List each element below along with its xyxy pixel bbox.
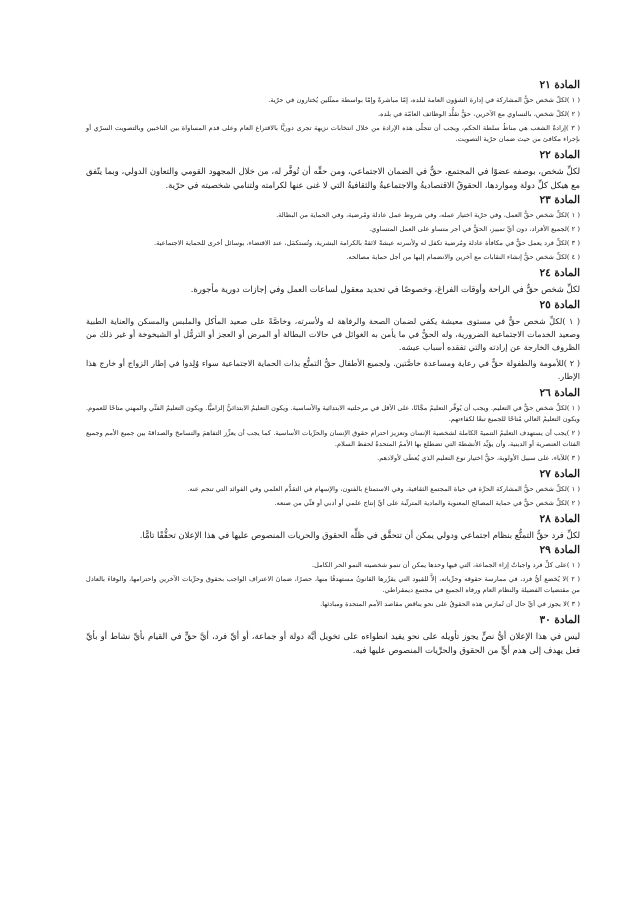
article-heading: المادة ٢٦: [539, 386, 580, 399]
article-text: لكلِّ فرد حقُّ التمتُّع بنظام اجتماعي ودولي يمكن أن تتحقَّق في ظلِّه الحقوق والحريات المنصوص عليها في هذا الإعلان تحقُّقًا تامًّا.: [139, 529, 580, 540]
article-clause: ( ١ )لكلّ شخص حقُّ المشاركة في إدارة الشؤون العامة لبلده، إمّا مباشرةً وإمّا بواسطة ممثّلين يُختارون في حرّية.: [268, 96, 580, 104]
article-clause: ( ٢ )لا يُخضع أيُّ فرد، في ممارسة حقوقه وحرِّياته، إلاَّ للقيود التي يقرِّرها القانونُ مستهدفًا منها، حصرًا، ضمانَ الاعتراف الواجب بحقوق وحرِّيات الآخرين واحترامها، والوفاءَ بالعادل من مقتضيات الفضيلة والنظام العام ورفاه الجميع في مجتمع ديمقراطي.: [86, 575, 580, 594]
article-clause: ( ١ )لكلِّ شخص حقٌّ في مستوى معيشة يكفي لضمان الصحة والرفاهة له ولأسرته، وخاصَّةً على صعيد المأكل والملبس والمسكن والعناية الطبية وصعيد الخدمات الاجتماعية الضرورية، وله الحقُّ في ما يأمن به الغوائل في حالات البطالة أو المرض أو العجز أو الترمُّل أو الشيخوخة أو غير ذلك من الظروف الخارجة عن إرادته والتي تفقده أسباب عيشه.: [86, 315, 580, 352]
article-clause: ( ٢ )للأمومة والطفولة حقٌّ في رعاية ومساعدة خاصَّتين. ولجميع الأطفال حقُّ التمتُّع بذات الحماية الاجتماعية سواء وُلِدوا في إطار الزواج أو خارج هذا الإطار.: [86, 357, 580, 381]
article-28: [86, 512, 580, 543]
article-heading: المادة ٢٤: [539, 267, 580, 279]
article-heading: المادة ٢٢: [539, 149, 580, 161]
article-heading: المادة ٢٧: [539, 467, 580, 480]
article-clause: ( ٢ )لكلّ شخص، بالتساوي مع الآخرين، حقُّ تقلُّد الوظائف العامّة في بلده.: [377, 110, 580, 118]
article-21: [86, 78, 580, 145]
article-clause: ( ٢ )يجب أن يستهدف التعليمُ التنميةَ الكاملة لشخصية الإنسان وتعزيز احترام حقوق الإنسان والحرِّيات الأساسية. كما يجب أن يعزِّز التفاهمَ والتسامحَ والصداقةَ بين جميع الأمم وجميع الفئات العنصرية أو الدينية، وأن يؤيِّد الأنشطةَ التي تضطلع بها الأممُ المتحدةُ لحفظ السلام.: [86, 428, 580, 448]
article-heading: المادة ٢٣: [539, 194, 580, 206]
article-26: [86, 386, 580, 464]
article-clause: ( ٣ )إرادةُ الشعب هي مناطُ سلطة الحكم، ويجب أن تتجلّى هذه الإرادة من خلال انتخابات نزيهة تجرى دوريًّا بالاقتراع العام وعلى قدم المساواة بين الناخبين وبالتصويت السرّي أو بإجراء مكافئ من حيث ضمان حرّية التصويت.: [86, 124, 580, 143]
article-29: [86, 543, 580, 610]
article-clause: ( ٣ )لا يجوز في أيِّ حال أن تُمارَس هذه الحقوقُ على نحو يناقض مقاصد الأمم المتحدة ومبادئها.: [320, 600, 580, 608]
article-text: لكلِّ شخص حقٌّ في الراحة وأوقات الفراغ، وخصوصًا في تحديد معقول لساعات العمل وفي إجازات دورية مأجورة.: [190, 284, 580, 294]
article-heading: المادة ٢٨: [539, 512, 580, 525]
article-clause: ( ١ )لكلِّ شخص حقُّ العمل، وفي حرّية اختيار عمله، وفي شروط عمل عادلة ومُرضية، وفي الحماية من البطالة.: [276, 211, 580, 219]
article-clause: ( ٣ )للآباء، على سبيل الأولوية، حقُّ اختيار نوع التعليم الذي يُعطَى لأولادهم.: [377, 453, 580, 462]
article-text: ليس في هذا الإعلان أيُّ نصٍّ يجوز تأويله على نحو يفيد انطواءه على تخويل أيَّة دولة أو جماعة، أو أيِّ فرد، أيَّ حقٍّ في القيام بأيِّ نشاط أو بأيِّ فعل يهدف إلى هدم أيٍّ من الحقوق والحرِّيات المنصوص عليها فيه.: [86, 631, 580, 655]
article-30: [86, 613, 580, 657]
article-heading: المادة ٢٩: [539, 544, 580, 556]
article-clause: ( ١ )لكلِّ شخص حقُّ المشاركة الحرَّة في حياة المجتمع الثقافية، وفي الاستمتاع بالفنون، والإسهام في التقدُّم العلمي وفي الفوائد التي تنجم عنه.: [187, 484, 580, 493]
article-27: [86, 467, 580, 509]
article-text: لكلِّ شخص، بوصفه عضوًا في المجتمع، حقٌّ في الضمان الاجتماعي، ومن حقِّه أن تُوفَّر له، من خلال المجهود القومي والتعاون الدولي، وبما يتّفق مع هيكل كلِّ دولة ومواردها، الحقوقُ الاقتصاديةُ والاجتماعيةُ والثقافيةُ التي لا غنى عنها لكرامته ولتنامي شخصيته في حرّية.: [86, 166, 580, 190]
article-25: [86, 298, 580, 383]
article-heading: المادة ٢٥: [539, 298, 580, 311]
article-clause: ( ١ )على كلِّ فرد واجباتٌ إزاء الجماعة، التي فيها وحدها يمكن أن تنمو شخصيته النمو الحر الكامل.: [312, 561, 580, 569]
article-clause: ( ٢ )لجميع الأفراد، دون أيِّ تمييز، الحقُّ في أجر متساو على العمل المتساوي.: [369, 225, 580, 233]
article-clause: ( ٤ )لكلِّ شخص حقُّ إنشاء النقابات مع آخرين والانضمام إليها من أجل حماية مصالحه.: [346, 253, 580, 261]
article-clause: ( ٢ )لكلِّ شخص حقٌّ في حماية المصالح المعنوية والمادية المترتِّبة على أيِّ إنتاج علمي أو أدبي أو فنِّي من صنعه.: [274, 498, 580, 507]
article-clause: ( ٣ )لكلِّ فرد يعمل حقٌّ في مكافأة عادلة ومُرضية تكفل له ولأسرته عيشةً لائقةً بالكرامة البشرية، وتُستكمَل، عند الاقتضاء، بوسائل أخرى للحماية الاجتماعية.: [153, 239, 580, 247]
article-23: [86, 193, 580, 263]
article-heading: المادة ٢١: [539, 79, 580, 91]
article-22: [86, 148, 580, 192]
article-24: [86, 266, 580, 297]
document-page: [86, 78, 580, 658]
article-heading: المادة ٣٠: [539, 614, 580, 626]
article-clause: ( ١ )لكلِّ شخص حقٌّ في التعليم. ويجب أن يُوفَّر التعليمُ مجَّانًا، على الأقل في مرحلتيه الابتدائية والأساسية. ويكون التعليمُ الابتدائيُّ إلزاميًّا. ويكون التعليمُ الفنِّي والمهني متاحًا للعموم. ويكون التعليمُ العالي مُتاحًا للجميع تبعًا لكفاءتهم.: [86, 403, 580, 423]
